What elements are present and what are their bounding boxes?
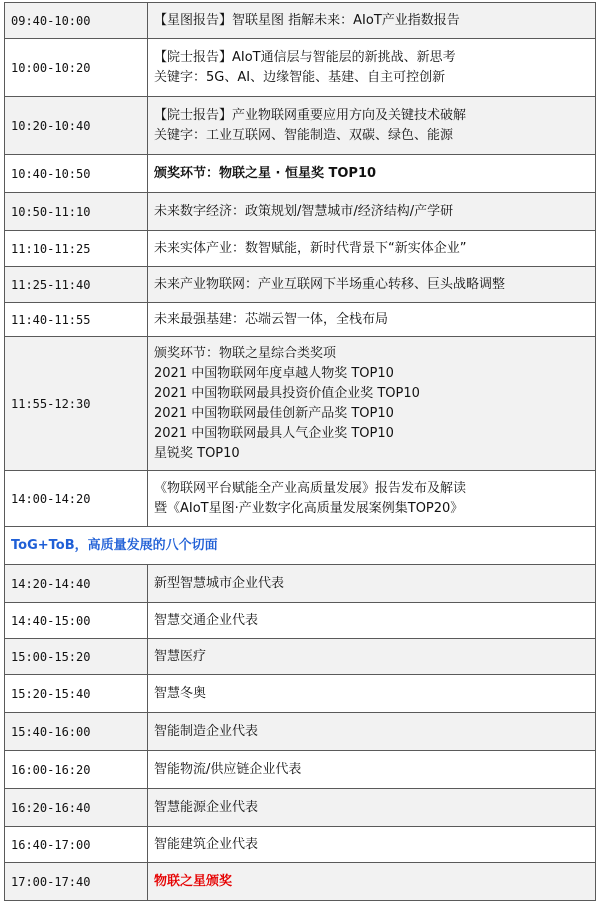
session-cell: 智慧能源企业代表 bbox=[148, 789, 596, 827]
table-row bbox=[5, 603, 596, 639]
time-cell: 10:40-10:50 bbox=[5, 155, 148, 193]
session-cell bbox=[148, 471, 596, 527]
time-cell: 14:40-15:00 bbox=[5, 603, 148, 639]
session-cell bbox=[148, 3, 596, 39]
session-title: 未来数字经济：政策规划/智慧城市/经济结构/产学研 bbox=[154, 203, 454, 219]
session-subtitle: 暨《AIoT星图·产业数字化高质量发展案例集TOP20》 bbox=[154, 500, 464, 516]
table-row bbox=[5, 155, 596, 193]
table-row bbox=[5, 565, 596, 603]
table-row bbox=[5, 789, 596, 827]
session-cell: 智慧交通企业代表 bbox=[148, 603, 596, 639]
session-cell bbox=[148, 267, 596, 303]
table-row bbox=[5, 863, 596, 901]
time-cell: 15:20-15:40 bbox=[5, 675, 148, 713]
award-item: 2021 中国物联网最具人气企业奖 TOP10 bbox=[154, 425, 394, 441]
session-title: 未来实体产业：数智赋能，新时代背景下“新实体企业” bbox=[154, 240, 467, 256]
time-cell: 14:00-14:20 bbox=[5, 471, 148, 527]
award-item: 2021 中国物联网最佳创新产品奖 TOP10 bbox=[154, 405, 394, 421]
table-row bbox=[5, 827, 596, 863]
table-row bbox=[5, 39, 596, 97]
session-cell bbox=[148, 193, 596, 231]
session-cell bbox=[148, 39, 596, 97]
session-cell: 智慧医疗 bbox=[148, 639, 596, 675]
award-title: 颁奖环节：物联之星综合类奖项 bbox=[154, 345, 337, 361]
time-cell: 16:00-16:20 bbox=[5, 751, 148, 789]
session-cell bbox=[148, 231, 596, 267]
session-cell: 新型智慧城市企业代表 bbox=[148, 565, 596, 603]
award-item: 2021 中国物联网最具投资价值企业奖 TOP10 bbox=[154, 385, 420, 401]
time-cell: 16:20-16:40 bbox=[5, 789, 148, 827]
time-cell: 16:40-17:00 bbox=[5, 827, 148, 863]
time-cell: 10:00-10:20 bbox=[5, 39, 148, 97]
session-cell: 智能制造企业代表 bbox=[148, 713, 596, 751]
table-row bbox=[5, 97, 596, 155]
table-row bbox=[5, 639, 596, 675]
session-cell bbox=[148, 303, 596, 337]
time-cell: 11:55-12:30 bbox=[5, 337, 148, 471]
table-row bbox=[5, 713, 596, 751]
award-item: 2021 中国物联网年度卓越人物奖 TOP10 bbox=[154, 365, 394, 381]
session-keywords: 关键字：5G、AI、边缘智能、基建、自主可控创新 bbox=[154, 69, 446, 85]
session-title: 【星图报告】智联星图 指解未来：AIoT产业指数报告 bbox=[154, 12, 460, 28]
agenda-table bbox=[4, 2, 596, 901]
time-cell: 10:20-10:40 bbox=[5, 97, 148, 155]
session-cell: 智能物流/供应链企业代表 bbox=[148, 751, 596, 789]
time-cell: 17:00-17:40 bbox=[5, 863, 148, 901]
table-row bbox=[5, 471, 596, 527]
time-cell: 15:00-15:20 bbox=[5, 639, 148, 675]
table-row bbox=[5, 193, 596, 231]
session-keywords: 关键字：工业互联网、智能制造、双碳、绿色、能源 bbox=[154, 127, 454, 143]
time-cell: 11:10-11:25 bbox=[5, 231, 148, 267]
time-cell: 11:25-11:40 bbox=[5, 267, 148, 303]
session-cell bbox=[148, 155, 596, 193]
table-row bbox=[5, 303, 596, 337]
table-row bbox=[5, 3, 596, 39]
session-title: 【院士报告】产业物联网重要应用方向及关键技术破解 bbox=[154, 107, 467, 123]
session-cell: 智慧冬奥 bbox=[148, 675, 596, 713]
time-cell: 11:40-11:55 bbox=[5, 303, 148, 337]
session-cell: 智能建筑企业代表 bbox=[148, 827, 596, 863]
table-row bbox=[5, 337, 596, 471]
session-title: 【院士报告】AIoT通信层与智能层的新挑战、新思考 bbox=[154, 49, 456, 65]
session-title: 未来产业物联网：产业互联网下半场重心转移、巨头战略调整 bbox=[154, 276, 506, 292]
table-row bbox=[5, 231, 596, 267]
session-cell bbox=[148, 97, 596, 155]
session-title: 《物联网平台赋能全产业高质量发展》报告发布及解读 bbox=[154, 480, 467, 496]
award-ceremony-cell: 物联之星颁奖 bbox=[148, 863, 596, 901]
table-row bbox=[5, 751, 596, 789]
time-cell: 09:40-10:00 bbox=[5, 3, 148, 39]
award-title: 颁奖环节：物联之星 · 恒星奖 TOP10 bbox=[154, 165, 377, 181]
time-cell: 14:20-14:40 bbox=[5, 565, 148, 603]
award-item: 星锐奖 TOP10 bbox=[154, 445, 240, 461]
table-row bbox=[5, 267, 596, 303]
time-cell: 10:50-11:10 bbox=[5, 193, 148, 231]
section-row bbox=[5, 527, 596, 565]
session-cell bbox=[148, 337, 596, 471]
section-title: ToG+ToB，高质量发展的八个切面 bbox=[5, 527, 596, 565]
table-row bbox=[5, 675, 596, 713]
session-title: 未来最强基建：芯端云智一体，全栈布局 bbox=[154, 311, 389, 327]
time-cell: 15:40-16:00 bbox=[5, 713, 148, 751]
